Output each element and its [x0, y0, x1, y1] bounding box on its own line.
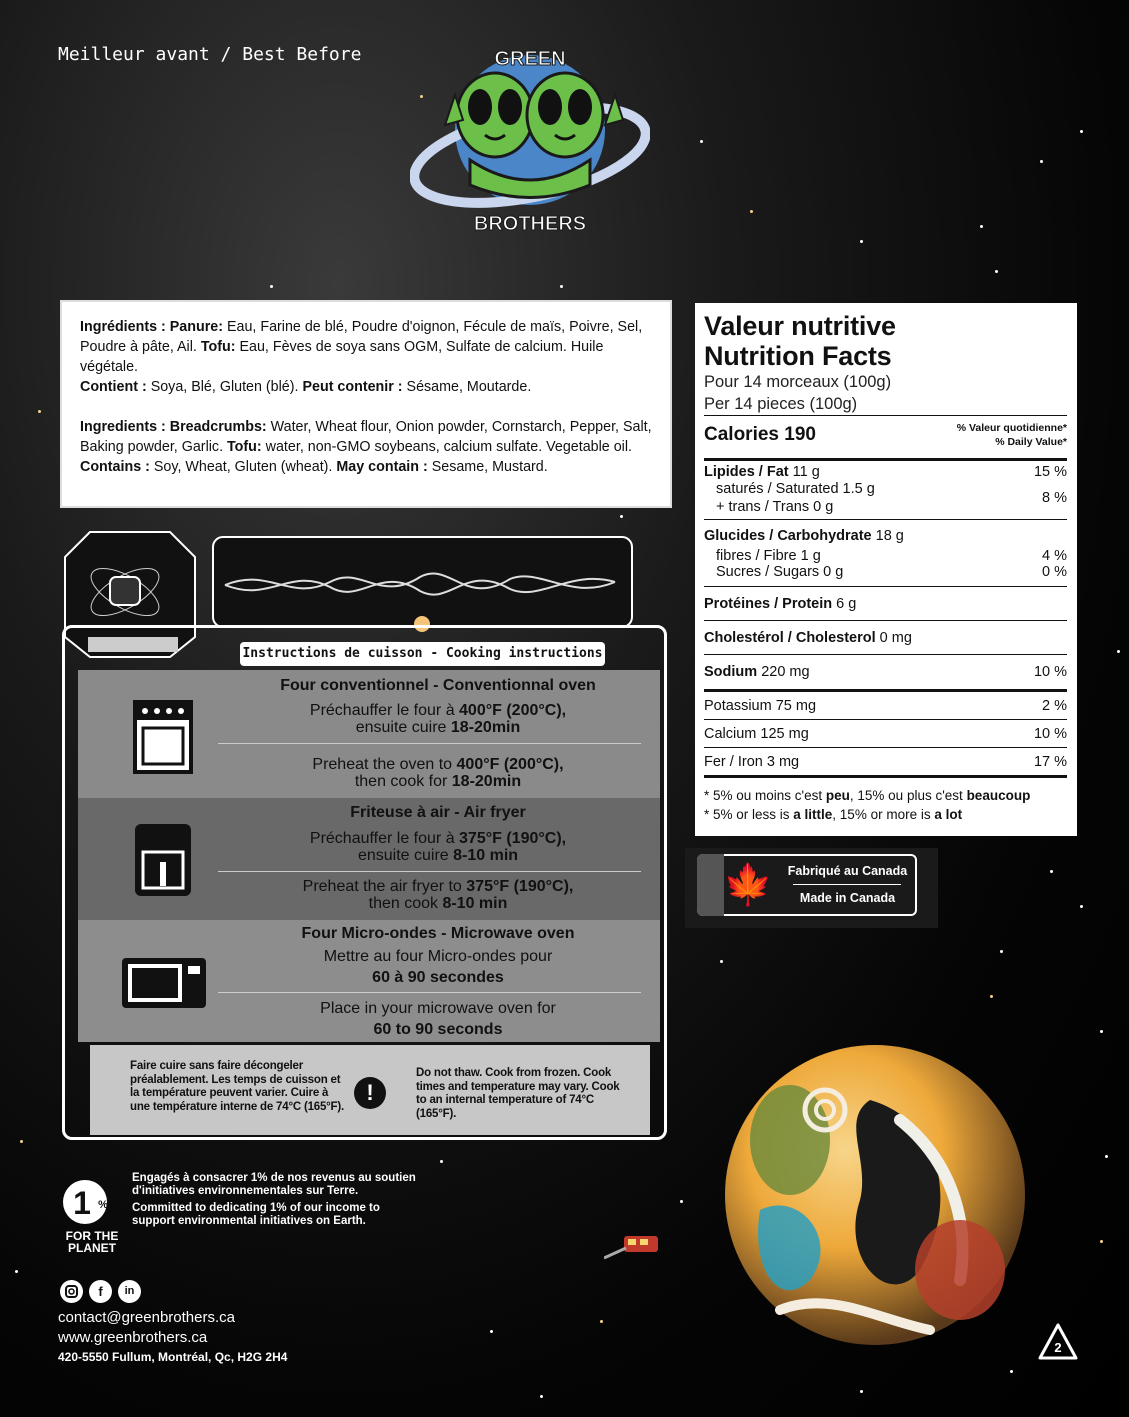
nf-serving-fr: Pour 14 morceaux (100g) [704, 373, 892, 391]
star [1100, 1030, 1103, 1033]
star [270, 285, 273, 288]
star [680, 1200, 683, 1203]
star [620, 515, 623, 518]
micro-fr-line1: Mettre au four Micro-ondes pour [323, 948, 553, 965]
facebook-icon[interactable]: f [89, 1280, 112, 1303]
nf-title-en: Nutrition Facts [704, 341, 892, 371]
air-fryer-title: Friteuse à air - Air fryer [350, 804, 526, 821]
cooking-note-en: Do not thaw. Cook from frozen. Cook times and temperature may vary. Cook to an internal temperature of 74°C (165°F). [416, 1067, 620, 1120]
star [860, 240, 863, 243]
warning-icon: ! [354, 1077, 386, 1109]
svg-text:2: 2 [1054, 1340, 1062, 1355]
nf-iron-row: Fer / Iron 3 mg 17 % [704, 753, 1067, 770]
nf-calcium-row: Calcium 125 mg 10 % [704, 725, 1067, 742]
svg-text:%: % [98, 1199, 108, 1211]
nf-dv-header-en: % Daily Value* [995, 436, 1067, 448]
nf-protein-row: Protéines / Protein 6 g [704, 595, 857, 612]
social-links [60, 1280, 141, 1303]
air-fr-line2: ensuite cuire 8-10 min [357, 847, 519, 864]
ingredients-box [60, 300, 672, 508]
microwave-title: Four Micro-ondes - Microwave oven [301, 925, 575, 942]
recycle-icon [1035, 1322, 1081, 1364]
planet-pledge-fr: Engagés à consacrer 1% de nos revenus au soutien d'initiatives environnementales sur Terre. [132, 1172, 416, 1197]
green-brothers-logo [410, 35, 650, 245]
star [1000, 950, 1003, 953]
made-in-canada-en: Made in Canada [799, 891, 896, 905]
cooking-note-fr: Faire cuire sans faire décongeler préalablement. Les temps de cuisson et la température peuvent varier. Cuire à une température interne de 74°C (165°F). [130, 1060, 345, 1113]
nf-serving-en: Per 14 pieces (100g) [704, 395, 858, 413]
microwave-section [78, 920, 660, 1042]
oven-icon [133, 700, 193, 774]
planet-pledge-text [132, 1172, 422, 1228]
air-fryer-section [78, 798, 660, 920]
nf-footnote: * 5% ou moins c'est peu, 15% ou plus c'est beaucoup * 5% or less is a little, 15% or more is a lot [704, 788, 1031, 822]
planet-illustration [720, 1040, 1030, 1350]
nutrition-facts-table [695, 303, 1077, 836]
micro-en-line2: 60 to 90 seconds [373, 1021, 503, 1038]
star [540, 1395, 543, 1398]
star [560, 285, 563, 288]
nf-sodium-row: Sodium 220 mg 10 % [704, 664, 1067, 680]
star [1010, 1370, 1013, 1373]
oven-title: Four conventionnel - Conventionnal oven [280, 677, 596, 694]
oven-en-line2: then cook for 18-20min [354, 773, 522, 790]
star [1117, 650, 1120, 653]
star [38, 410, 41, 413]
oven-fr-line1: Préchauffer le four à 400°F (200°C), [309, 702, 567, 719]
oven-en-line1: Preheat the oven to 400°F (200°C), [312, 756, 564, 773]
micro-fr-line2: 60 à 90 secondes [372, 969, 504, 986]
cooking-note-box [90, 1045, 650, 1135]
star [990, 995, 993, 998]
star [600, 1320, 603, 1323]
nf-calories: Calories 190 [704, 424, 816, 445]
space-train-illustration [604, 1232, 664, 1260]
nf-dv-header-fr: % Valeur quotidienne* [956, 422, 1067, 434]
star [1105, 1155, 1108, 1158]
star [1080, 905, 1083, 908]
star [1040, 160, 1043, 163]
svg-text:FOR THE: FOR THE [65, 1229, 119, 1243]
linkedin-icon[interactable]: in [118, 1280, 141, 1303]
contact-email[interactable]: contact@greenbrothers.ca [58, 1309, 235, 1326]
star [700, 140, 703, 143]
nf-calories-row [704, 416, 1067, 454]
star [1080, 130, 1083, 133]
contact-block [58, 1308, 235, 1348]
star [860, 1390, 863, 1393]
best-before-label: Meilleur avant / Best Before [58, 44, 362, 65]
instagram-icon[interactable] [60, 1280, 83, 1303]
ingredients-fr: Ingrédients : Panure: Eau, Farine de blé, Poudre d'oignon, Fécule de maïs, Poivre, Sel, Poudre à pâte, Ail. Tofu: Eau, Fèves de soya sans OGM, Sulfate de calcium. Huile végétale. Contient : Soya, Blé, Gluten (blé). Peut contenir : Sésame, Moutarde. [80, 319, 643, 395]
cooking-instructions-title: Instructions de cuisson - Cooking instructions [240, 642, 605, 666]
nf-carb-block: Glucides / Carbohydrate 18 g fibres / Fibre 1 g 4 % Sucres / Sugars 0 g 0 % [704, 528, 1067, 580]
star [720, 960, 723, 963]
planet-pledge-en: Committed to dedicating 1% of our income to support environmental initiatives on Earth. [132, 1202, 380, 1227]
svg-text:PLANET: PLANET [68, 1241, 116, 1254]
star [15, 1270, 18, 1273]
star [20, 1140, 23, 1143]
star [1100, 1240, 1103, 1243]
logo-bottom-text: BROTHERS [473, 213, 587, 235]
star [750, 210, 753, 213]
nf-potassium-row: Potassium 75 mg 2 % [704, 697, 1067, 714]
air-fr-line1: Préchauffer le four à 375°F (190°C), [309, 830, 567, 847]
made-in-canada-fr: Fabriqué au Canada [787, 864, 908, 878]
air-en-line2: then cook 8-10 min [368, 895, 508, 912]
ingredients-en: Ingredients : Breadcrumbs: Water, Wheat flour, Onion powder, Cornstarch, Pepper, Salt, Baking powder, Garlic. Tofu: water, non-GMO soybeans, calcium sulfate. Vegetable oil. Contains : Soy, Wheat, Gluten (wheat). May contain : Sesame, Mustard. [80, 419, 652, 475]
made-in-canada-badge [685, 848, 938, 928]
oven-section [78, 670, 660, 798]
nf-cholesterol-row: Cholestérol / Cholesterol 0 mg [704, 629, 912, 646]
nf-fat-block: Lipides / Fat 11 g 15 % saturés / Saturated 1.5 g + trans / Trans 0 g 8 % [704, 464, 1067, 515]
micro-en-line1: Place in your microwave oven for [320, 1000, 556, 1017]
star [440, 1160, 443, 1163]
air-fryer-icon [133, 822, 193, 898]
air-en-line1: Preheat the air fryer to 375°F (190°C), [302, 878, 574, 895]
star [1050, 870, 1053, 873]
sound-wave-hud [210, 527, 635, 632]
star [995, 270, 998, 273]
website-link[interactable]: www.greenbrothers.ca [58, 1329, 208, 1346]
oven-fr-line2: ensuite cuire 18-20min [355, 719, 521, 736]
star [980, 225, 983, 228]
svg-text:1: 1 [73, 1185, 91, 1221]
address: 420-5550 Fullum, Montréal, Qc, H2G 2H4 [58, 1350, 288, 1364]
one-percent-for-the-planet-logo [60, 1178, 126, 1254]
maple-leaf-icon: 🍁 [723, 863, 773, 907]
star [490, 1330, 493, 1333]
microwave-icon [120, 956, 208, 1010]
logo-top-text: GREEN [494, 48, 566, 70]
nf-title-fr: Valeur nutritive [704, 311, 896, 341]
